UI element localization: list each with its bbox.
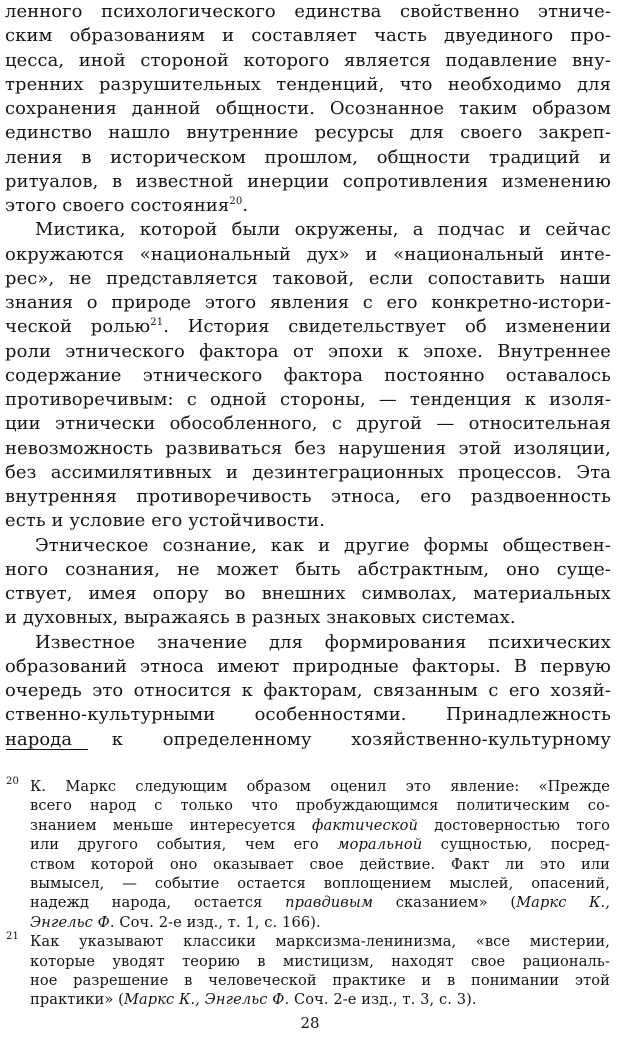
footnotes: [6, 777, 610, 1010]
footnote-line: [30, 893, 610, 912]
text-line: ного сознания, не может быть абстрактным, оно суще-: [5, 558, 611, 580]
text-line: [5, 315, 611, 339]
footnote-line: [30, 913, 610, 932]
footnote-line: [30, 990, 610, 1009]
text-line: знания о природе этого явления с его конкретно-истори-: [5, 292, 611, 313]
text-line: единство нашло внутренние ресурсы для своего закреп-: [5, 122, 611, 144]
text-line: тренних разрушительных тенденций, что необходимо для: [5, 73, 611, 95]
footnote-mark: 21: [6, 931, 19, 943]
text-span: практики» (: [30, 991, 124, 1009]
text-line: противоречивым: с одной стороны, — тенденция к изоля-: [5, 389, 611, 410]
text-line: без ассимилятивных и дезинтеграционных процессов. Эта: [5, 461, 611, 483]
text-line: внутренняя противоречивость этноса, его раздвоенность: [5, 486, 611, 507]
italic-span: Маркс К., Энгельс Ф.: [123, 991, 290, 1009]
text-line: ствует, имея опору во внешних символах, материальных: [5, 583, 611, 604]
text-line: окружаются «национальный дух» и «национальный инте-: [5, 243, 611, 265]
text-line: есть и условие его устойчивости.: [5, 510, 326, 532]
footnote-20: [6, 777, 610, 932]
italic-span: Энгельс Ф.: [30, 913, 115, 931]
footnote-line: вымысел, — событие остается воплощением мыслей, опасений,: [30, 874, 610, 892]
footnote-line: Как указывают классики марксизма-ленинизма, «все мистерии,: [30, 933, 610, 951]
text-line: рес», не представляется таковой, если сопоставить наши: [5, 267, 611, 289]
text-span: ческой ролью: [5, 316, 151, 338]
text-line: ственно-культурными особенностями. Принадлежность: [5, 704, 611, 726]
footnote-line: которые уводят теорию в мистицизм, находят свое рациональ-: [30, 952, 610, 970]
text-span: Соч. 2-е изд., т. 3, с. 3).: [289, 991, 477, 1009]
footnote-line: [30, 835, 610, 854]
text-line: ции этнически обособленного, с другой — относительная: [5, 413, 611, 435]
footnote-line: ное разрешение в человеческой практике и в понимании этой: [30, 971, 610, 989]
text-span: надежд народа, остается: [30, 894, 286, 912]
page-number: 28: [300, 1014, 320, 1032]
text-line: [5, 194, 611, 218]
text-span: сказанием» (: [373, 894, 517, 912]
text-line: Мистика, которой были окружены, а подчас и сейчас: [35, 219, 611, 241]
italic-span: Маркс К.,: [516, 894, 610, 912]
text-line: Этническое сознание, как и другие формы обществен-: [35, 534, 611, 556]
footnote-21: [6, 932, 610, 1010]
text-line: народа к определенному хозяйственно-культурному: [5, 728, 611, 750]
footnote-line: ством которой оно оказывает свое действие. Факт ли это или: [30, 855, 610, 873]
text-line: невозможность развиваться без нарушения этой изоляции,: [5, 437, 611, 459]
text-span: .: [242, 195, 249, 216]
text-line: ления в историческом прошлом, общности традиций и: [5, 146, 611, 168]
footnote-line: всего народ с только что пробуждающимся политическим со-: [30, 797, 610, 815]
text-span: знанием меньше интересуется: [30, 816, 312, 834]
text-span: достоверностью того: [417, 816, 611, 834]
text-line: ритуалов, в известной инерции сопротивления изменению: [5, 170, 611, 192]
text-line: содержание этнического фактора постоянно оставалось: [5, 364, 611, 386]
text-line: образований этноса имеют природные факторы. В первую: [5, 655, 611, 677]
text-line: Известное значение для формирования психических: [35, 631, 611, 653]
text-span: этого своего состояния: [5, 195, 230, 216]
footnote-divider: [6, 749, 88, 750]
text-line: ским образованиям и составляет часть двуединого про-: [5, 25, 611, 47]
footnote-line: [30, 816, 610, 835]
text-span: . История свидетельствует об изменении: [163, 316, 611, 338]
italic-span: правдивым: [285, 894, 374, 912]
text-line: ленного психологического единства свойственно этниче-: [5, 1, 611, 22]
text-span: сущностью, посред-: [422, 836, 611, 854]
footnote-ref-20[interactable]: 20: [229, 196, 243, 207]
footnote-line: К. Маркс следующим образом оценил это явление: «Прежде: [30, 778, 610, 795]
text-span: или другого события, чем его: [30, 836, 338, 854]
text-line: сохранения данной общности. Осознанное таким образом: [5, 98, 611, 119]
text-line: и духовных, выражаясь в разных знаковых системах.: [5, 607, 516, 629]
italic-span: фактической: [312, 816, 418, 834]
text-line: роли этнического фактора от эпохи к эпохе. Внутреннее: [5, 340, 611, 362]
text-span: Соч. 2-е изд., т. 1, с. 166).: [114, 913, 321, 931]
footnote-ref-21[interactable]: 21: [150, 317, 164, 329]
text-line: цесса, иной стороной которого является подавление вну-: [5, 49, 611, 71]
italic-span: моральной: [337, 836, 423, 854]
main-text: [5, 0, 611, 752]
footnote-mark: 20: [6, 776, 19, 787]
text-line: очередь это относится к факторам, связанным с его хозяй-: [5, 680, 611, 701]
